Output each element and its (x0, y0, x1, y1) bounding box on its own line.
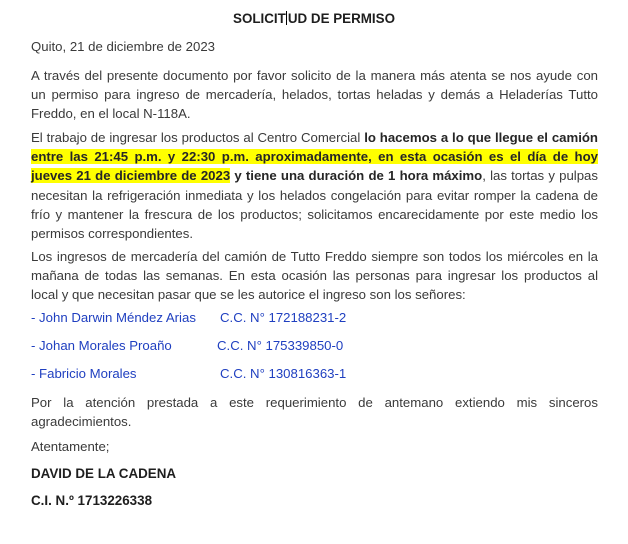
schedule-text-1: El trabajo de ingresar los productos al Centro Comercial (31, 130, 365, 145)
schedule-paragraph (31, 128, 598, 243)
person-name: - Johan Morales Proaño (31, 338, 172, 353)
person-row (31, 365, 598, 383)
person-name: - John Darwin Méndez Arias (31, 310, 196, 325)
schedule-bold-2: y tiene una duración de 1 hora máximo (230, 168, 483, 184)
schedule-text-2: , las tortas y pulpas necesitan la refrigeración inmediata y los helados congelación para evitar romper la cadena de frío y mantener la frescura de los productos; solicitamos encarecidamente por este medio los permisos correspondientes. (31, 168, 598, 242)
salutation: Atentamente; (31, 439, 110, 454)
title-text-part1: SOLICIT (233, 11, 286, 26)
person-id: C.C. N° 172188231-2 (220, 310, 347, 325)
signer-id: C.I. N.º 1713226338 (31, 493, 153, 508)
person-id: C.C. N° 175339850-0 (217, 338, 344, 353)
date-line: Quito, 21 de diciembre de 2023 (31, 39, 216, 54)
person-row (31, 309, 598, 327)
intro-paragraph: A través del presente documento por favor solicito de la manera más atenta se nos ayude con un permiso para ingreso de mercadería, helados, tortas heladas y demás a Heladerías Tutto Freddo, en el local N-118A. (31, 68, 598, 122)
schedule-bold-1: lo hacemos a lo que llegue el camión (364, 130, 598, 145)
signer-name: DAVID DE LA CADENA (31, 466, 177, 481)
schedule-highlight: entre las 21:45 p.m. y 22:30 p.m. aproximadamente, en esta ocasión es el día de hoy jueves 21 de diciembre de 2023 (31, 149, 598, 184)
title-text-part2: UD DE PERMISO (287, 11, 395, 26)
closing-paragraph: Por la atención prestada a este requerimiento de antemano extiendo mis sinceros agradecimientos. (31, 395, 598, 430)
entry-paragraph: Los ingresos de mercadería del camión de Tutto Freddo siempre son todos los miércoles en la mañana de todas las semanas. En esta ocasión las personas para ingresar los productos al local y que necesitan pasar que se les autorice el ingreso son los señores: (31, 249, 598, 303)
document-title (0, 11, 628, 26)
person-name: - Fabricio Morales (31, 366, 137, 381)
person-id: C.C. N° 130816363-1 (220, 366, 347, 381)
person-row (31, 337, 598, 355)
